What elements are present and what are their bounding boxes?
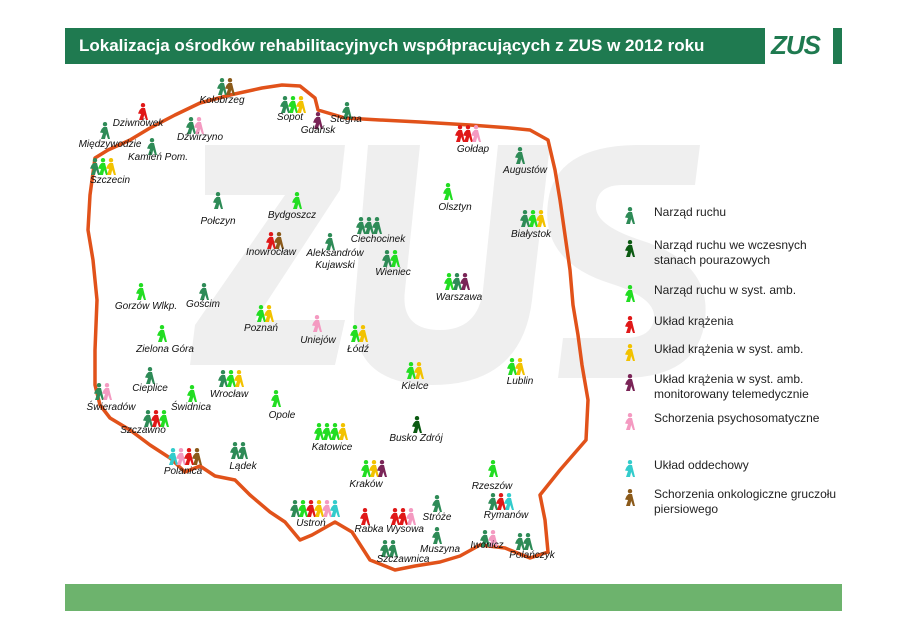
person-icon-ps: [471, 125, 481, 142]
person-icon-nr: [280, 96, 290, 113]
city-label: Zielona Góra: [136, 344, 194, 355]
city-29: [507, 358, 525, 375]
city-9: [455, 125, 481, 142]
city-label: Świeradów: [86, 402, 136, 413]
legend-person-icon: [625, 316, 635, 333]
city-label: Poznań: [244, 323, 278, 334]
city-label: Busko Zdrój: [389, 433, 443, 444]
city-label: Międzywodzie: [78, 139, 142, 150]
person-icon-uo: [504, 493, 514, 510]
page-title: Lokalizacja ośrodków rehabilitacyjnych współpracujących z ZUS w 2012 roku: [79, 36, 705, 55]
city-label: Polanica: [163, 466, 203, 477]
legend-label: Narząd ruchu we wczesnych stanach pourazowych: [654, 238, 807, 267]
city-label: Uniejów: [300, 335, 336, 346]
person-icon-nra: [157, 325, 167, 342]
city-label: Szczecin: [89, 175, 131, 186]
city-2: [100, 122, 110, 139]
city-17: [443, 183, 453, 200]
person-icon-nra: [187, 385, 197, 402]
legend-person-icon: [625, 374, 635, 391]
person-icon-nr: [238, 442, 248, 459]
city-26: [145, 367, 155, 384]
city-label: Opole: [268, 410, 296, 421]
person-icon-uk: [455, 125, 465, 142]
person-icon-nr: [523, 533, 533, 550]
legend-person-icon: [625, 207, 635, 224]
person-icon-nr: [452, 273, 462, 290]
person-icon: [620, 238, 640, 260]
person-icon-ps: [176, 448, 186, 465]
person-icon-nr: [515, 533, 525, 550]
city-label: Wieniec: [375, 267, 411, 278]
city-label: Bydgoszcz: [267, 210, 317, 221]
person-icon-ps: [102, 383, 112, 400]
person-icon-ps: [322, 500, 332, 517]
city-19: [136, 283, 146, 300]
city-31: [187, 385, 197, 402]
city-label: Szczawno: [120, 425, 166, 436]
person-icon-nr: [488, 493, 498, 510]
person-icon-uk: [398, 508, 408, 525]
person-icon-uo: [330, 500, 340, 517]
city-5: [90, 158, 116, 175]
person-icon-nr: [217, 78, 227, 95]
person-icon-nra: [226, 370, 236, 387]
city-41: [360, 508, 370, 525]
legend-person-icon: [625, 413, 635, 430]
person-icon-nra: [288, 96, 298, 113]
person-icon-ukt: [460, 273, 470, 290]
city-44: [488, 493, 514, 510]
person-icon-uka: [338, 423, 348, 440]
person-icon-nr: [290, 500, 300, 517]
city-label: Połczyn: [200, 216, 236, 227]
person-icon-nr: [145, 367, 155, 384]
legend-item-uka: [620, 342, 844, 364]
legend-item-uk: [620, 314, 844, 336]
person-icon: [620, 487, 640, 509]
person-icon: [620, 342, 640, 364]
person-icon-uk: [390, 508, 400, 525]
legend-item-nra: [620, 283, 844, 305]
city-label: Warszawa: [435, 292, 483, 303]
city-20: [199, 283, 209, 300]
person-icon-nra: [136, 283, 146, 300]
city-label: Katowice: [311, 442, 353, 453]
person-icon-uk: [463, 125, 473, 142]
person-icon-onk: [192, 448, 202, 465]
legend-item-uo: [620, 458, 844, 480]
legend-label: Schorzenia psychosomatyczne: [654, 411, 820, 425]
person-icon-uka: [296, 96, 306, 113]
person-icon-ps: [406, 508, 416, 525]
person-icon: [620, 283, 640, 305]
city-6: [280, 96, 306, 113]
city-35: [230, 442, 248, 459]
city-label: Polańczyk: [509, 550, 555, 561]
person-icon-ukt: [377, 460, 387, 477]
person-icon-nr: [432, 495, 442, 512]
person-icon: [620, 314, 640, 336]
city-label: Rzeszów: [471, 481, 513, 492]
city-label: Muszyna: [419, 544, 461, 555]
city-40: [290, 500, 340, 517]
person-icon-nr: [432, 527, 442, 544]
legend-person-icon: [625, 344, 635, 361]
city-label: Ciechocinek: [350, 234, 406, 245]
legend-person-icon: [625, 489, 635, 506]
city-label: Cieplice: [132, 383, 168, 394]
legend-label: Narząd ruchu w syst. amb.: [654, 283, 797, 297]
city-label: Stegna: [330, 114, 362, 125]
city-37: [412, 416, 422, 433]
person-icon-uo: [168, 448, 178, 465]
person-icon-nra: [271, 390, 281, 407]
person-icon-uka: [106, 158, 116, 175]
legend-label: Narząd ruchu: [654, 205, 727, 219]
person-icon-nra: [443, 183, 453, 200]
person-icon-nr: [218, 370, 228, 387]
city-label: Świdnica: [170, 402, 212, 413]
person-icon-nra: [322, 423, 332, 440]
person-icon-nr: [199, 283, 209, 300]
person-icon-nra: [98, 158, 108, 175]
city-39: [488, 460, 498, 477]
legend-item-nr: [620, 205, 844, 227]
city-0: [217, 78, 235, 95]
legend-item-onk: [620, 487, 844, 517]
legend-item-nrw: [620, 238, 844, 268]
person-icon-uk: [306, 500, 316, 517]
city-label: Aleksandrów: [306, 248, 364, 259]
person-icon-nra: [488, 460, 498, 477]
footer-bar: [65, 584, 842, 611]
city-label: Kielce: [401, 381, 429, 392]
person-icon-nr: [230, 442, 240, 459]
city-label: Lądek: [229, 461, 257, 472]
legend-person-icon: [625, 285, 635, 302]
city-label: Gdańsk: [300, 125, 336, 136]
person-icon-nra: [314, 423, 324, 440]
person-icon-uk: [496, 493, 506, 510]
city-label: Augustów: [503, 165, 547, 176]
city-label: Rabka: [354, 524, 384, 535]
legend-item-ukt: [620, 372, 844, 402]
person-icon-onk: [225, 78, 235, 95]
person-icon-uka: [515, 358, 525, 375]
city-label: Kamień Pom.: [127, 152, 189, 163]
legend-item-ps: [620, 411, 844, 433]
person-icon: [620, 458, 640, 480]
person-icon-nr: [100, 122, 110, 139]
person-icon-uka: [264, 305, 274, 322]
legend-label: Układ krążenia w syst. amb. monitorowany telemedycznie: [654, 372, 809, 401]
city-48: [515, 533, 533, 550]
person-icon-nra: [298, 500, 308, 517]
city-32: [271, 390, 281, 407]
city-label: Ustroń: [296, 518, 326, 529]
person-icon: [620, 205, 640, 227]
city-label: Kujawski: [315, 260, 355, 271]
city-label: Szczawnica: [376, 554, 430, 565]
city-38: [361, 460, 387, 477]
city-label: Wrocław: [209, 389, 249, 400]
person-icon: [620, 372, 640, 394]
city-34: [168, 448, 202, 465]
person-icon-uk: [184, 448, 194, 465]
city-label: Łódź: [347, 344, 369, 355]
person-icon: [620, 411, 640, 433]
city-25: [157, 325, 167, 342]
legend-label: Schorzenia onkologiczne gruczołu piersiowego: [654, 487, 837, 516]
city-label: Wysowa: [386, 524, 424, 535]
city-label: Kraków: [349, 479, 383, 490]
city-36: [314, 423, 348, 440]
city-label: Dźwirzyno: [176, 132, 224, 143]
city-24: [444, 273, 470, 290]
city-label: Gołdap: [456, 144, 490, 155]
person-icon-uka: [369, 460, 379, 477]
city-label: Gorzów Wlkp.: [114, 301, 178, 312]
person-icon-uk: [360, 508, 370, 525]
city-label: Stróże: [422, 512, 452, 523]
person-icon-nra: [361, 460, 371, 477]
zus-logo-text: ZUS: [771, 30, 820, 60]
legend-person-icon: [625, 460, 635, 477]
city-label: Gościm: [186, 299, 220, 310]
city-27: [218, 370, 244, 387]
person-icon-nra: [330, 423, 340, 440]
city-label: Lublin: [506, 376, 534, 387]
person-icon-uka: [314, 500, 324, 517]
city-label: Sopot: [276, 112, 304, 123]
city-42: [390, 508, 416, 525]
city-label: Kołobrzeg: [199, 95, 245, 106]
city-46: [432, 527, 442, 544]
person-icon-uka: [234, 370, 244, 387]
city-label: Inowrocław: [245, 247, 297, 258]
legend-label: Układ oddechowy: [654, 458, 749, 472]
city-label: Iwonicz: [470, 540, 504, 551]
city-18: [520, 210, 546, 227]
city-label: Olsztyn: [438, 202, 472, 213]
city-label: Dziwnówek: [112, 118, 164, 129]
city-label: Białystok: [510, 229, 552, 240]
person-icon-nrw: [412, 416, 422, 433]
city-43: [432, 495, 442, 512]
city-label: Rymanów: [483, 510, 529, 521]
person-icon-nra: [444, 273, 454, 290]
legend-person-icon: [625, 240, 635, 257]
person-icon-nra: [507, 358, 517, 375]
legend-label: Układ krążenia w syst. amb.: [654, 342, 804, 356]
legend-label: Układ krążenia: [654, 314, 734, 328]
